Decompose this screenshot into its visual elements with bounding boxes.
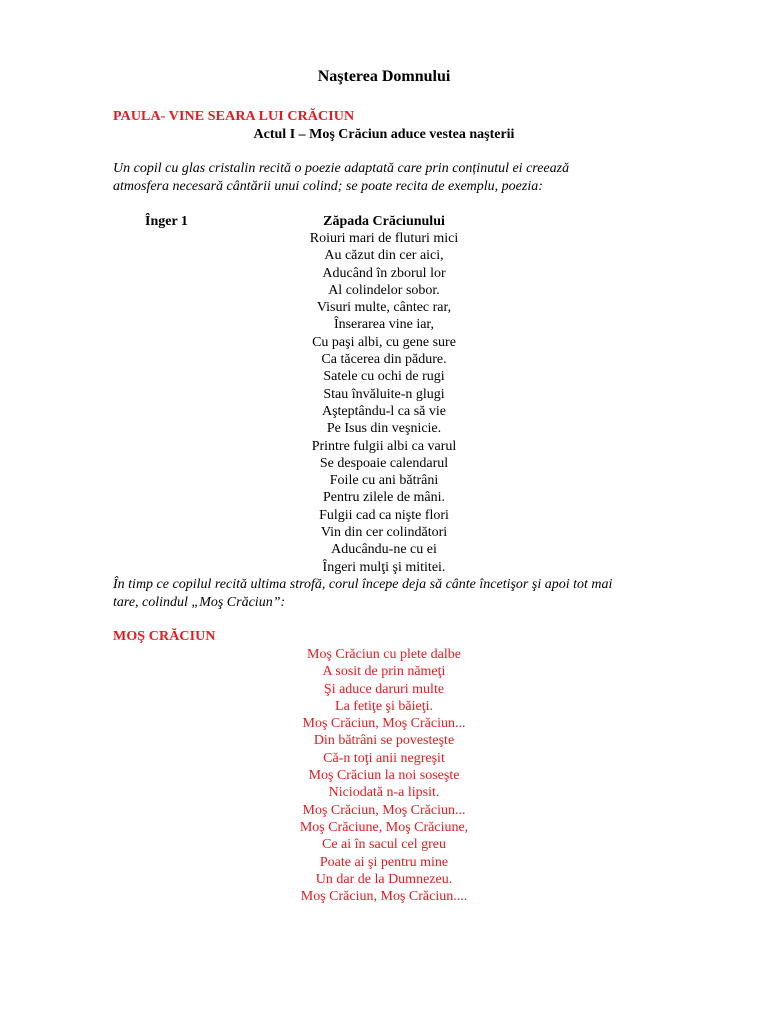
poem-line: Visuri multe, cântec rar,: [316, 300, 452, 316]
poem-line: Ca tăcerea din pădure.: [321, 352, 447, 368]
section-heading-mos-craciun: MOŞ CRĂCIUN: [113, 629, 216, 644]
poem-line: Al colindelor sobor.: [328, 282, 440, 298]
transition-line: tare, colindul „Moş Crăciun”:: [113, 594, 286, 610]
section-heading-paula: PAULA- VINE SEARA LUI CRĂCIUN: [113, 109, 355, 124]
transition-paragraph: [113, 576, 673, 611]
poem-line: Pe Isus din veşnicie.: [326, 421, 442, 437]
poem-line: Stau învăluite-n glugi: [323, 386, 445, 402]
intro-paragraph: [113, 160, 673, 195]
carol-lyrics-list: [234, 646, 534, 905]
carol-line: Moş Crăciun, Moş Crăciun...: [302, 716, 466, 732]
carol-line: Moş Crăciune, Moş Crăciune,: [299, 819, 469, 835]
carol-line: Moş Crăciun la noi soseşte: [308, 768, 460, 784]
carol-line: A sosit de prin nămeţi: [322, 664, 446, 680]
poem-title: Zăpada Crăciunului: [323, 214, 445, 229]
carol-line: Moş Crăciun cu plete dalbe: [307, 647, 461, 662]
carol-line: Un dar de la Dumnezeu.: [315, 871, 453, 887]
poem-line: Au căzut din cer aici,: [324, 248, 444, 264]
poem-line: Satele cu ochi de rugi: [323, 369, 445, 385]
speaker-label: Înger 1: [145, 214, 188, 229]
act-title: Actul I – Moş Crăciun aduce vestea naşterii: [253, 127, 515, 142]
document-title: Naşterea Domnului: [317, 68, 451, 85]
poem-line: Îngeri mulţi şi mititei.: [322, 559, 446, 575]
poem-line: Roiuri mari de fluturi mici: [309, 231, 459, 246]
carol-line: Din bătrâni se povesteşte: [313, 733, 455, 749]
carol-line: Poate ai şi pentru mine: [319, 854, 449, 870]
poem-line: Înserarea vine iar,: [333, 317, 435, 333]
carol-line: Moş Crăciun, Moş Crăciun....: [300, 889, 468, 905]
poem-line: Aşteptându-l ca să vie: [321, 403, 446, 419]
transition-line: În timp ce copilul recită ultima strofă, corul începe deja să cânte încetişor şi apoi tot mai: [113, 577, 613, 592]
carol-line: Că-n toţi anii negreşit: [323, 750, 445, 766]
carol-line: Ce ai în sacul cel greu: [321, 837, 446, 853]
poem-line: Cu paşi albi, cu gene sure: [312, 334, 456, 350]
poem-line: Vin din cer colindători: [320, 525, 448, 541]
poem-line: Printre fulgii albi ca varul: [311, 438, 457, 454]
carol-line: Moş Crăciun, Moş Crăciun...: [302, 802, 466, 818]
carol-line: La fetiţe şi băieţi.: [335, 698, 433, 714]
carol-line: Niciodată n-a lipsit.: [328, 785, 440, 801]
poem-line: Aducând în zborul lor: [322, 265, 446, 281]
poem-line: Pentru zilele de mâni.: [322, 490, 446, 506]
poem-stanza-list: [234, 230, 534, 576]
poem-line: Aducându-ne cu ei: [331, 542, 437, 558]
intro-line: Un copil cu glas cristalin recită o poezie adaptată care prin conținutul ei creează: [113, 161, 570, 176]
poem-line: Se despoaie calendarul: [319, 455, 449, 471]
intro-line: atmosfera necesară cântării unui colind; se poate recita de exemplu, poezia:: [113, 178, 543, 194]
poem-line: Fulgii cad ca nişte flori: [319, 507, 449, 523]
poem-line: Foile cu ani bătrâni: [329, 473, 439, 489]
carol-line: Şi aduce daruri multe: [323, 681, 445, 697]
